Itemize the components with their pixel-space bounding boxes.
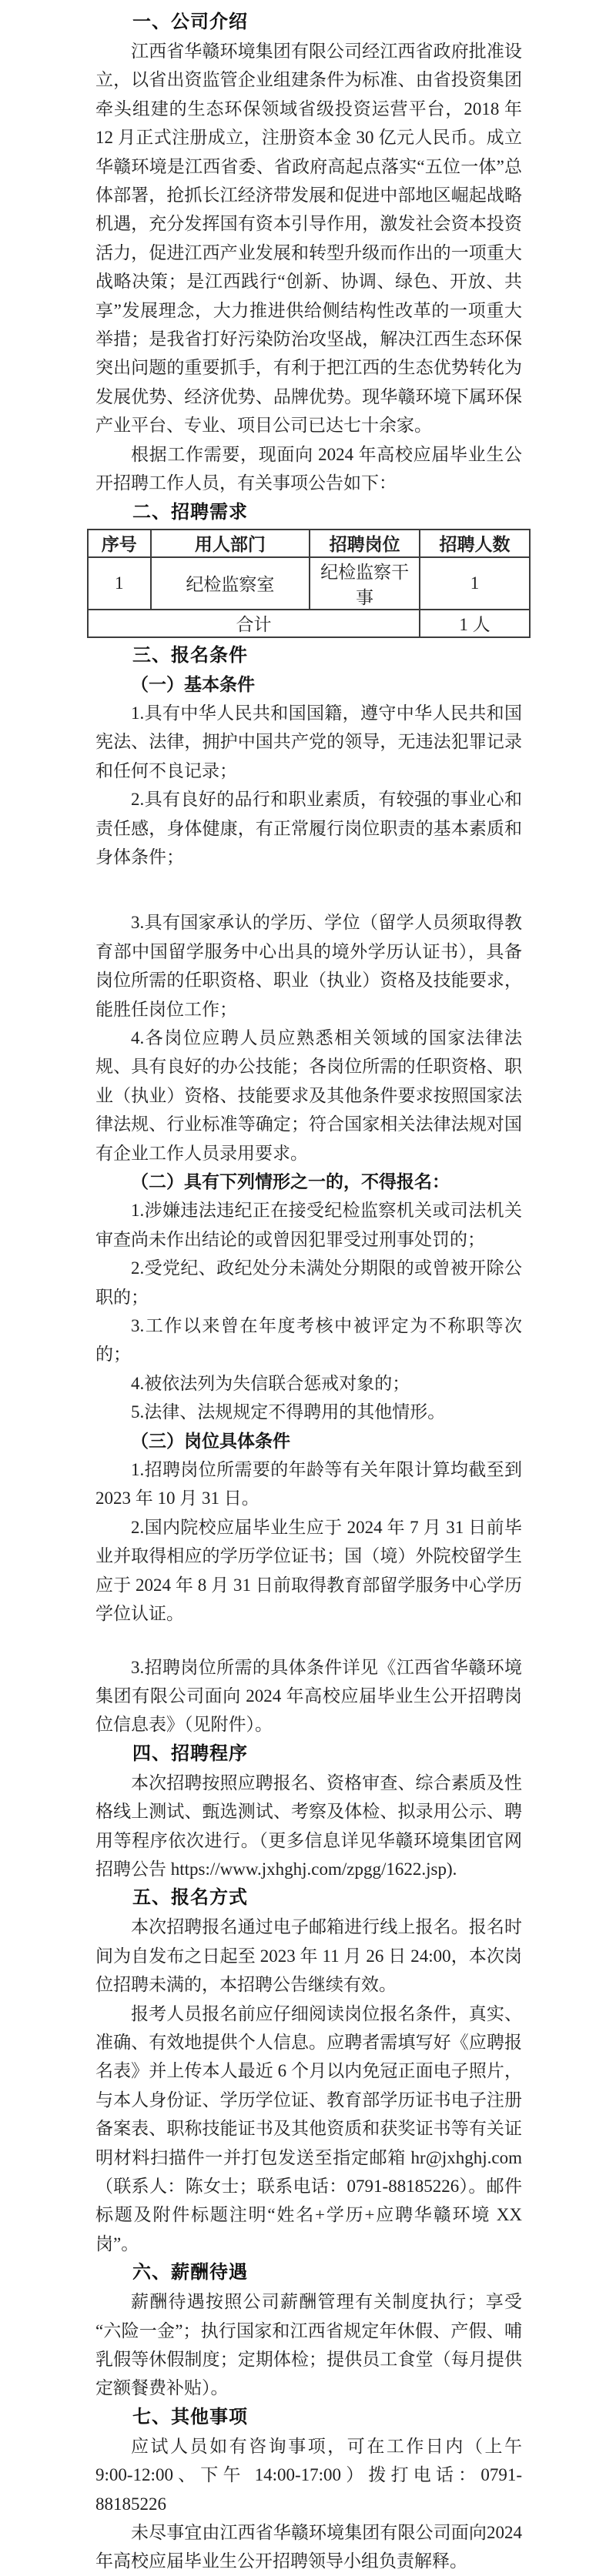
cell-total-value: 1 人 — [420, 610, 530, 637]
section-heading-company-intro: 一、公司介绍 — [132, 12, 248, 32]
para-position-condition-1: 1.招聘岗位所需要的年龄等有关年限计算均截至到 2023 年 10 月 31 日。 — [95, 1460, 522, 1509]
table-header-row — [88, 530, 530, 557]
recruitment-table — [87, 529, 531, 638]
para-procedure: 本次招聘按照应聘报名、资格审查、综合素质及性格线上测试、甄选测试、考察及体检、拟录用公示、聘用等程序依次进行。（更多信息详见华赣环境集团官网招聘公告 https://www.jxhghj.com/zpgg/1622.jsp). — [95, 1772, 522, 1879]
para-apply-method-time: 本次招聘报名通过电子邮箱进行线上报名。报名时间为自发布之日起至 2023 年 11 月 26 日 24:00，本次岗位招聘未满的，本招聘公告继续有效。 — [95, 1917, 522, 1995]
subheading-disqualifications: （二）具有下列情形之一的，不得报名： — [131, 1172, 450, 1191]
para-basic-condition-4: 4.各岗位应聘人员应熟悉相关领域的国家法律法规、具有良好的办公技能；各岗位所需的任职资格、职业（执业）资格、技能要求及其他条件要求按照国家法律法规、行业标准等确定；符合国家相关法律法规对国有企业工作人员录用要求。 — [95, 1027, 522, 1163]
subheading-position-conditions: （三）岗位具体条件 — [131, 1431, 290, 1451]
col-header-headcount: 招聘人数 — [420, 530, 530, 557]
para-disqualification-3: 3.工作以来曾在年度考核中被评定为不称职等次的； — [95, 1316, 522, 1365]
section-heading-apply-conditions: 三、报名条件 — [132, 644, 248, 666]
para-position-condition-3: 3.招聘岗位所需的具体条件详见《江西省华赣环境集团有限公司面向 2024 年高校应届毕业生公开招聘岗位信息表》（见附件）。 — [95, 1657, 522, 1735]
cell-department: 纪检监察室 — [151, 557, 310, 610]
para-disqualification-1: 1.涉嫌违法违纪正在接受纪检监察机关或司法机关审查尚未作出结论的或曾因犯罪受过刑事处罚的； — [95, 1201, 522, 1249]
para-company-intro: 江西省华赣环境集团有限公司经江西省政府批准设立，以省出资监管企业组建条件为标准、由省投资集团牵头组建的生态环保领域省级投资运营平台，2018 年 12 月正式注册成立，注册资本金 30 亿元人民币。成立华赣环境是江西省委、省政府高起点落实“五位一体”总体部署，抢抓长江经济带发展和促进中部地区崛起战略机遇，充分发挥国有资本引导作用，激发社会资本投资活力，促进江西产业发展和转型升级而作出的一项重大战略决策；是江西践行“创新、协调、绿色、开放、共享”发展理念，大力推进供给侧结构性改革的一项重大举措；是我省打好污染防治攻坚战，解决江西生态环保突出问题的重要抓手，有利于把江西的生态优势转化为发展优势、经济优势、品牌优势。现华赣环境下属环保产业平台、专业、项目公司已达七十余家。 — [95, 42, 522, 436]
cell-total-label: 合计 — [88, 610, 420, 637]
para-other-interpretation: 未尽事宜由江西省华赣环境集团有限公司面向2024年高校应届毕业生公开招聘领导小组负责解释。 — [95, 2523, 522, 2571]
table-row — [88, 557, 530, 610]
cell-position: 纪检监察干事 — [310, 557, 420, 610]
para-other-contact: 应试人员如有咨询事项，可在工作日内（上午 9:00-12:00、下午 14:00-17:00）拨打电话：0791-88185226 — [95, 2436, 522, 2514]
page-break-gap — [95, 871, 522, 908]
section-heading-apply-method: 五、报名方式 — [132, 1887, 248, 1909]
section-heading-recruit-demand: 二、招聘需求 — [132, 501, 248, 523]
section-heading-procedure: 四、招聘程序 — [132, 1742, 248, 1764]
para-disqualification-5: 5.法律、法规规定不得聘用的其他情形。 — [131, 1402, 446, 1422]
para-disqualification-2: 2.受党纪、政纪处分未满处分期限的或曾被开除公职的； — [95, 1258, 522, 1307]
page-break-gap — [95, 1629, 522, 1653]
col-header-position: 招聘岗位 — [310, 530, 420, 557]
para-basic-condition-3: 3.具有国家承认的学历、学位（留学人员须取得教育部中国留学服务中心出具的境外学历认证书），具备岗位所需的任职资格、职业（执业）资格及技能要求，能胜任岗位工作； — [95, 913, 522, 1019]
para-salary: 薪酬待遇按照公司薪酬管理有关制度执行；享受“六险一金”；执行国家和江西省规定年休假、产假、哺乳假等休假制度；定期体检；提供员工食堂（每月提供定额餐费补贴）。 — [95, 2292, 522, 2398]
para-basic-condition-2: 2.具有良好的品行和职业素质，有较强的事业心和责任感，身体健康，有正常履行岗位职责的基本素质和身体条件； — [95, 790, 522, 867]
para-position-condition-2: 2.国内院校应届毕业生应于 2024 年 7 月 31 日前毕业并取得相应的学历学位证书；国（境）外院校留学生应于 2024 年 8 月 31 日前取得教育部留学服务中心学历学位认证。 — [95, 1517, 522, 1624]
table-total-row — [88, 610, 530, 637]
col-header-no: 序号 — [88, 530, 151, 557]
subheading-basic-conditions: （一）基本条件 — [131, 674, 255, 694]
cell-headcount: 1 — [420, 557, 530, 610]
para-apply-method-materials: 报考人员报名前应仔细阅读岗位报名条件，真实、准确、有效地提供个人信息。应聘者需填写好《应聘报名表》并上传本人最近 6 个月以内免冠正面电子照片，与本人身份证、学历学位证、教育部学历证书电子注册备案表、职称技能证书及其他资质和获奖证书等有关证明材料扫描件一并打包发送至指定邮箱 hr@jxhghj.com（联系人：陈女士；联系电话：0791-88185226）。邮件标题及附件标题注明“姓名+学历+应聘华赣环境 XX 岗”。 — [95, 2003, 522, 2254]
cell-no: 1 — [88, 557, 151, 610]
section-heading-salary: 六、薪酬待遇 — [132, 2262, 248, 2284]
section-heading-other: 七、其他事项 — [132, 2406, 248, 2427]
para-basic-condition-1: 1.具有中华人民共和国国籍，遵守中华人民共和国宪法、法律，拥护中国共产党的领导，无违法犯罪记录和任何不良记录； — [95, 703, 522, 780]
col-header-department: 用人部门 — [151, 530, 310, 557]
para-recruit-lead-in: 根据工作需要，现面向 2024 年高校应届毕业生公开招聘工作人员，有关事项公告如下： — [95, 444, 522, 493]
para-disqualification-4: 4.被依法列为失信联合惩戒对象的； — [131, 1373, 410, 1393]
